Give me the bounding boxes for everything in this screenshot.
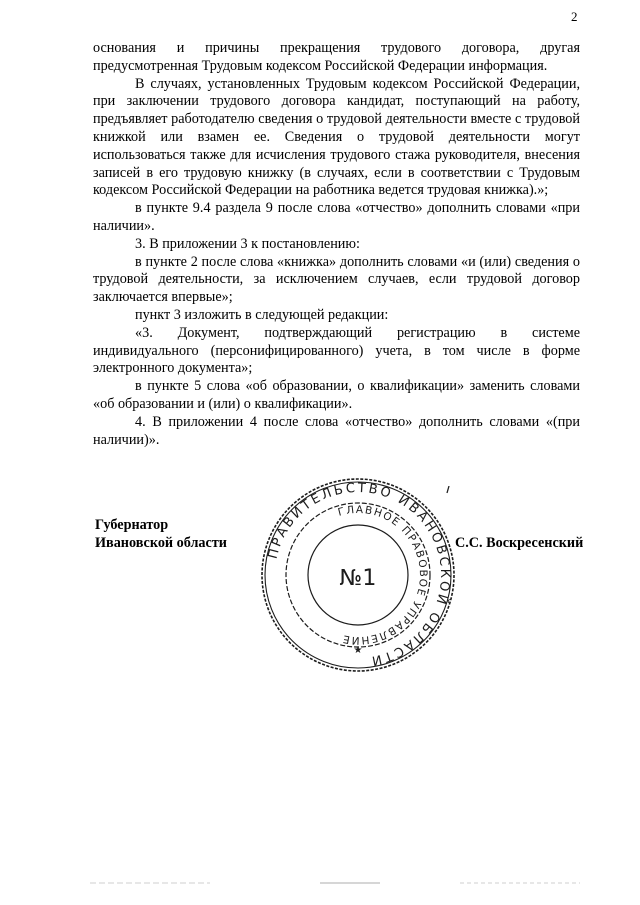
paragraph: в пункте 9.4 раздела 9 после слова «отчество» дополнить словами «при наличии». [93,200,580,234]
paragraph: 3. В приложении 3 к постановлению: [135,235,360,252]
signatory-position [95,516,227,552]
page-number: 2 [571,9,578,24]
paragraph: в пункте 5 слова «об образовании, о квалификации» заменить словами «об образовании и (или) о квалификации». [93,378,580,412]
paragraph: основания и причины прекращения трудового договора, другая предусмотренная Трудовым кодексом Российской Федерации информация. [93,40,580,74]
signatory-name: С.С. Воскресенский [455,535,584,551]
paragraph: в пункте 2 после слова «книжка» дополнить словами «и (или) сведения о трудовой деятельности, за исключением случаев, если трудовой договор заключается впервые»; [93,253,580,306]
signatory-position-line: Губернатор [95,517,169,533]
paragraph: 4. В приложении 4 после слова «отчество» дополнить словами «(при наличии)». [93,413,580,448]
signatory-position-line: Ивановской области [95,535,227,551]
stamp-star-icon: ★ [353,645,363,656]
stamp-inner-text: ГЛАВНОЕ ПРАВОВОЕ УПРАВЛЕНИЕ [336,503,430,647]
stamp-number: №1 [339,566,377,591]
paragraph: «3. Документ, подтверждающий регистрацию в системе индивидуального (персонифицированного) учета, в том числе в форме электронного документа»; [93,324,580,377]
document-body [93,40,580,449]
stamp-outer-text: ПРАВИТЕЛЬСТВО ИВАНОВСКОЙ ОБЛАСТИ [265,480,453,669]
pen-mark-icon [446,486,450,494]
scan-artifact-line [90,880,580,886]
paragraph: пункт 3 изложить в следующей редакции: [135,306,389,323]
official-stamp [258,475,458,675]
paragraph: В случаях, установленных Трудовым кодексом Российской Федерации, при заключении трудового договора кандидат, поступающий на работу, предъявляет работодателю сведения о трудовой деятельности вместе с трудовой книжкой или взамен ее. Сведения о трудовой деятельности могут использоваться также для исчисления трудового стажа руководителя, внесения записей в его трудовую книжку (в случаях, если в соответствии с Трудовым кодексом Российской Федерации на работника ведется трудовая книжка).»; [93,75,580,199]
